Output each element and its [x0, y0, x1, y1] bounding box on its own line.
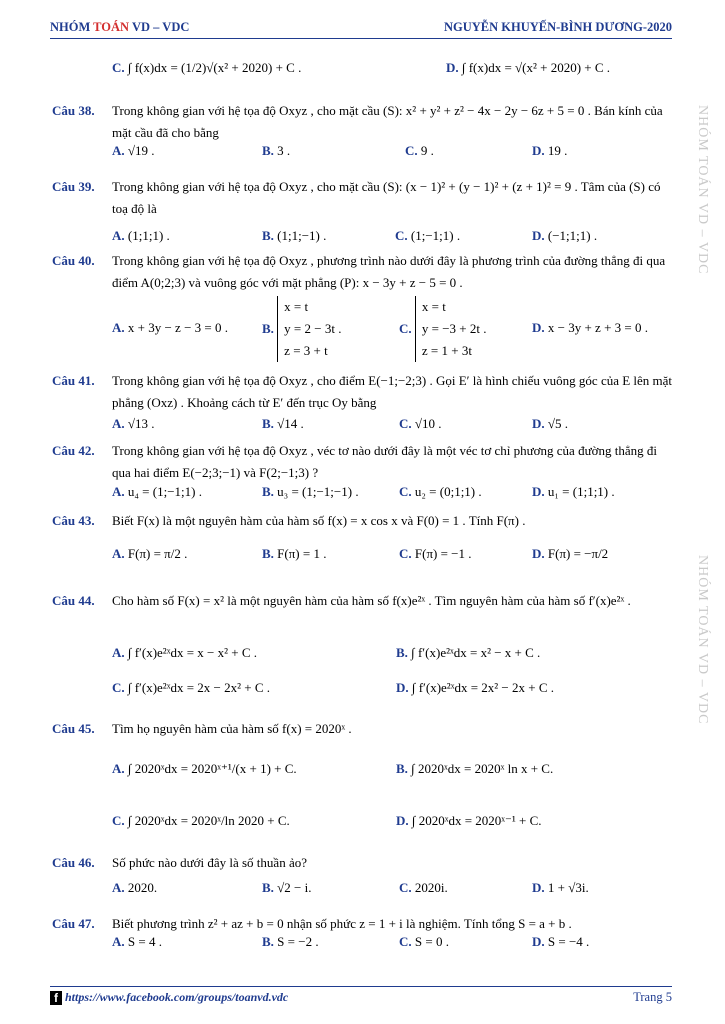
- option-a[interactable]: A. ∫ f′(x)e²ˣdx = x − x² + C .: [112, 645, 258, 660]
- question-label: Câu 47.: [52, 916, 95, 931]
- question-39: [52, 176, 674, 220]
- option-d[interactable]: D. √5 .: [532, 416, 569, 431]
- question-46: [52, 852, 674, 874]
- question-label: Câu 43.: [52, 513, 95, 528]
- watermark-top: NHÓM TOÁN VD – VDC: [695, 105, 710, 275]
- question-text: Số phức nào dưới đây là số thuần ảo?: [112, 855, 307, 870]
- watermark-bottom: NHÓM TOÁN VD – VDC: [695, 555, 710, 725]
- option-b[interactable]: B. u₃ = (1;−1;−1) .: [262, 484, 359, 499]
- question-text: Trong không gian với hệ tọa độ Oxyz , cho mặt cầu (S): (x − 1)² + (y − 1)² + (z + 1)² = 9 . Tâm của (S) có toạ độ là: [112, 179, 661, 216]
- header-left: NHÓM TOÁN VD – VDC: [50, 20, 190, 34]
- option-b[interactable]: B. ∫ f′(x)e²ˣdx = x² − x + C .: [396, 645, 541, 660]
- option-c[interactable]: C. S = 0 .: [399, 934, 449, 949]
- option-c[interactable]: C. √10 .: [399, 416, 442, 431]
- options-q45-row2: [112, 813, 672, 837]
- option-d[interactable]: D. 19 .: [532, 143, 568, 158]
- question-text: Trong không gian với hệ tọa độ Oxyz , cho mặt cầu (S): x² + y² + z² − 4x − 2y − 6z + 5 = 0 . Bán kính của mặt cầu đã cho bằng: [112, 103, 663, 140]
- question-label: Câu 39.: [52, 179, 95, 194]
- question-text: Biết F(x) là một nguyên hàm của hàm số f(x) = x cos x và F(0) = 1 . Tính F(π) .: [112, 513, 526, 528]
- options-q42: [112, 484, 672, 508]
- option-c[interactable]: C. 2020i.: [399, 880, 448, 895]
- question-40: [52, 250, 674, 294]
- page-number: Trang 5: [633, 990, 672, 1004]
- equation-system: x = t y = 2 − 3t . z = 3 + t: [277, 296, 341, 362]
- option-b[interactable]: B. (1;1;−1) .: [262, 228, 327, 243]
- options-q46: [112, 880, 672, 904]
- option-b[interactable]: B. √2 − i.: [262, 880, 312, 895]
- option-d[interactable]: D. u₁ = (1;1;1) .: [532, 484, 615, 499]
- option-d[interactable]: D. S = −4 .: [532, 934, 590, 949]
- question-38: [52, 100, 674, 144]
- question-41: [52, 370, 674, 414]
- options-q38: [112, 143, 672, 167]
- options-q43: [112, 546, 672, 570]
- question-text: Trong không gian với hệ tọa độ Oxyz , véc tơ nào dưới đây là một véc tơ chỉ phương của đường thẳng đi qua hai điểm E(−2;3;−1) và F(2;−1;3) ?: [112, 443, 657, 480]
- option-d[interactable]: D. ∫ f(x)dx = √(x² + 2020) + C .: [446, 60, 611, 75]
- question-label: Câu 41.: [52, 373, 95, 388]
- option-c[interactable]: C. u₂ = (0;1;1) .: [399, 484, 482, 499]
- option-a[interactable]: A. √19 .: [112, 143, 155, 158]
- option-b[interactable]: B. x = t y = 2 − 3t . z = 3 + t: [262, 296, 341, 362]
- equation-system: x = t y = −3 + 2t . z = 1 + 3t: [415, 296, 487, 362]
- question-label: Câu 44.: [52, 593, 95, 608]
- option-c[interactable]: C. x = t y = −3 + 2t . z = 1 + 3t: [399, 296, 487, 362]
- option-b[interactable]: B. ∫ 2020ˣdx = 2020ˣ ln x + C.: [396, 761, 554, 776]
- footer-link[interactable]: https://www.facebook.com/groups/toanvd.vdc: [65, 990, 289, 1004]
- question-43: [52, 510, 674, 532]
- option-c[interactable]: C. 9 .: [405, 143, 434, 158]
- option-a[interactable]: A. ∫ 2020ˣdx = 2020ˣ⁺¹/(x + 1) + C.: [112, 761, 297, 776]
- option-c[interactable]: C. F(π) = −1 .: [399, 546, 472, 561]
- option-a[interactable]: A. F(π) = π/2 .: [112, 546, 188, 561]
- question-47: [52, 913, 674, 935]
- question-text: Biết phương trình z² + az + b = 0 nhận số phức z = 1 + i là nghiệm. Tính tổng S = a + b .: [112, 916, 572, 931]
- option-c[interactable]: C. ∫ f′(x)e²ˣdx = 2x − 2x² + C .: [112, 680, 271, 695]
- question-label: Câu 40.: [52, 253, 95, 268]
- option-c[interactable]: C. ∫ f(x)dx = (1/2)√(x² + 2020) + C .: [112, 60, 302, 75]
- option-d[interactable]: D. (−1;1;1) .: [532, 228, 598, 243]
- question-label: Câu 42.: [52, 443, 95, 458]
- option-d[interactable]: D. F(π) = −π/2: [532, 546, 609, 561]
- option-d[interactable]: D. ∫ 2020ˣdx = 2020ˣ⁻¹ + C.: [396, 813, 542, 828]
- page-footer: [50, 986, 672, 1009]
- option-d[interactable]: D. x − 3y + z + 3 = 0 .: [532, 320, 648, 335]
- question-text: Tìm họ nguyên hàm của hàm số f(x) = 2020ˣ .: [112, 721, 352, 736]
- option-a[interactable]: A. u₄ = (1;−1;1) .: [112, 484, 202, 499]
- option-c[interactable]: C. ∫ 2020ˣdx = 2020ˣ/ln 2020 + C.: [112, 813, 290, 828]
- question-42: [52, 440, 674, 484]
- option-b[interactable]: B. 3 .: [262, 143, 291, 158]
- option-a[interactable]: A. √13 .: [112, 416, 155, 431]
- options-q39: [112, 228, 672, 252]
- options-q37: [112, 60, 672, 84]
- options-q47: [112, 934, 672, 958]
- question-text: Trong không gian với hệ tọa độ Oxyz , cho điểm E(−1;−2;3) . Gọi E′ là hình chiếu vuông góc của E lên mặt phẳng (Oxz) . Khoảng cách từ E′ đến trục Oy bằng: [112, 373, 673, 410]
- option-b[interactable]: B. S = −2 .: [262, 934, 319, 949]
- question-text: Cho hàm số F(x) = x² là một nguyên hàm của hàm số f(x)e²ˣ . Tìm nguyên hàm của hàm số f′(x)e²ˣ .: [112, 593, 631, 608]
- question-label: Câu 46.: [52, 855, 95, 870]
- question-label: Câu 38.: [52, 103, 95, 118]
- question-text: Trong không gian với hệ tọa độ Oxyz , phương trình nào dưới đây là phương trình của đường thẳng đi qua điểm A(0;2;3) và vuông góc với mặt phẳng (P): x − 3y + z − 5 = 0 .: [112, 253, 666, 290]
- question-label: Câu 45.: [52, 721, 95, 736]
- option-b[interactable]: B. F(π) = 1 .: [262, 546, 327, 561]
- options-q40: [112, 296, 672, 366]
- options-q44-row2: [112, 680, 672, 704]
- facebook-icon: f: [50, 991, 62, 1005]
- option-d[interactable]: D. ∫ f′(x)e²ˣdx = 2x² − 2x + C .: [396, 680, 555, 695]
- question-44: [52, 590, 674, 612]
- option-a[interactable]: A. S = 4 .: [112, 934, 162, 949]
- options-q45-row1: [112, 761, 672, 785]
- options-q41: [112, 416, 672, 440]
- option-a[interactable]: A. x + 3y − z − 3 = 0 .: [112, 320, 228, 335]
- option-a[interactable]: A. (1;1;1) .: [112, 228, 170, 243]
- option-a[interactable]: A. 2020.: [112, 880, 158, 895]
- header-right: NGUYỄN KHUYẾN-BÌNH DƯƠNG-2020: [443, 20, 672, 34]
- page-header: [50, 18, 672, 39]
- option-b[interactable]: B. √14 .: [262, 416, 304, 431]
- option-c[interactable]: C. (1;−1;1) .: [395, 228, 461, 243]
- question-45: [52, 718, 674, 740]
- option-d[interactable]: D. 1 + √3i.: [532, 880, 589, 895]
- options-q44-row1: [112, 645, 672, 669]
